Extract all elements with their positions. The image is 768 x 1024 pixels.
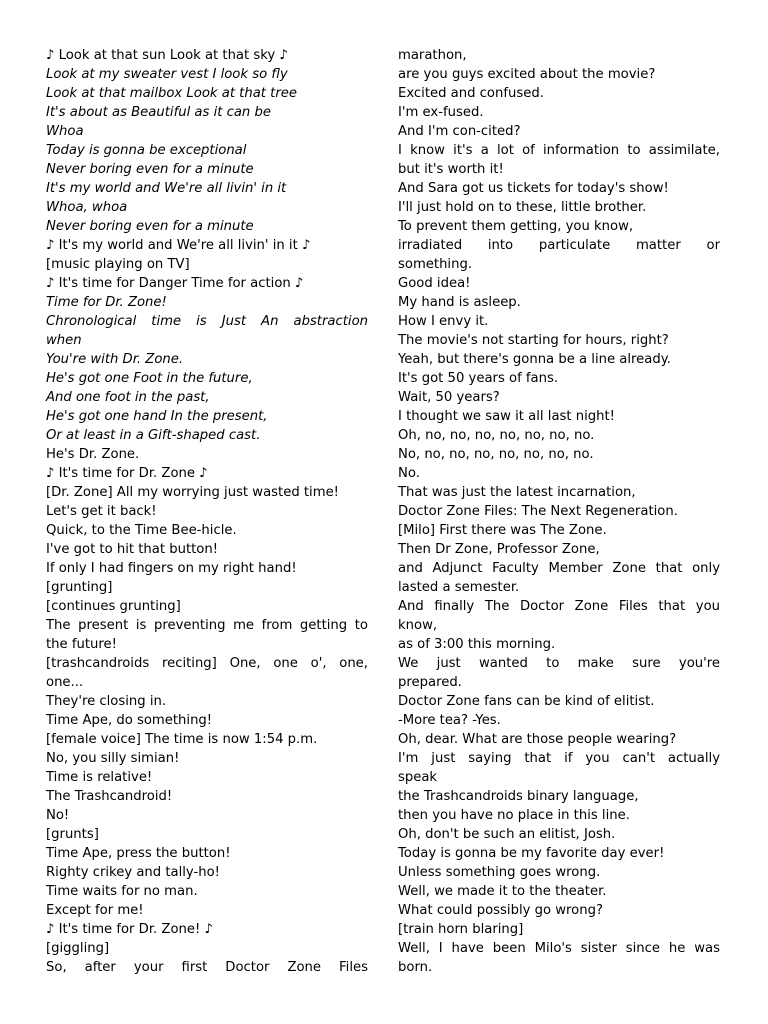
transcript-line: Time Ape, do something!	[46, 713, 213, 728]
transcript-line: Time is relative!	[46, 770, 153, 785]
transcript-line: Doctor Zone Files: The Next Regeneration.	[398, 504, 678, 519]
transcript-line: Quick, to the Time Bee-hicle.	[46, 523, 237, 538]
transcript-line: No, you silly simian!	[46, 751, 180, 766]
transcript-line: Today is gonna be my favorite day ever!	[398, 846, 665, 861]
transcript-line: I'm just saying that if you can't actually	[398, 751, 720, 766]
transcript-line: Time Ape, press the button!	[46, 846, 231, 861]
transcript-line: I thought we saw it all last night!	[398, 409, 615, 424]
transcript-line: the Trashcandroids binary language,	[398, 789, 639, 804]
transcript-line: Never boring even for a minute	[46, 219, 254, 234]
transcript-line: [continues grunting]	[46, 599, 181, 614]
transcript-line: Well, I have been Milo's sister since he was	[398, 941, 720, 956]
transcript-line: He's Dr. Zone.	[46, 447, 140, 462]
transcript-line: No!	[46, 808, 70, 823]
transcript-line: [music playing on TV]	[46, 257, 190, 272]
transcript-line: [train horn blaring]	[398, 922, 524, 937]
transcript-line: ♪ It's my world and We're all livin' in it ♪	[46, 238, 311, 253]
transcript-line: [Dr. Zone] All my worrying just wasted time!	[46, 485, 339, 500]
transcript-line: irradiated into particulate matter or	[398, 238, 720, 253]
transcript-line: He's got one hand In the present,	[46, 409, 268, 424]
transcript-line: It's got 50 years of fans.	[398, 371, 559, 386]
transcript-line: He's got one Foot in the future,	[46, 371, 253, 386]
transcript-line: It's my world and We're all livin' in it	[46, 181, 287, 196]
transcript-line: They're closing in.	[46, 694, 167, 709]
transcript-line: Excited and confused.	[398, 86, 544, 101]
transcript-line: Chronological time is Just An abstraction	[46, 314, 368, 329]
transcript-line: To prevent them getting, you know,	[398, 219, 634, 234]
transcript-line: know,	[398, 618, 438, 633]
transcript-line: something.	[398, 257, 473, 272]
transcript-line: What could possibly go wrong?	[398, 903, 603, 918]
transcript-line: are you guys excited about the movie?	[398, 67, 656, 82]
transcript-line: Time waits for no man.	[46, 884, 198, 899]
transcript-line: [female voice] The time is now 1:54 p.m.	[46, 732, 318, 747]
transcript-line: [grunts]	[46, 827, 99, 842]
transcript-line: [giggling]	[46, 941, 110, 956]
transcript-line: marathon,	[398, 48, 467, 63]
transcript-line: And one foot in the past,	[46, 390, 210, 405]
transcript-line: Except for me!	[46, 903, 144, 918]
transcript-line: Well, we made it to the theater.	[398, 884, 607, 899]
transcript-line: Time for Dr. Zone!	[46, 295, 167, 310]
transcript-line: I'll just hold on to these, little brother.	[398, 200, 647, 215]
transcript-line: Good idea!	[398, 276, 471, 291]
transcript-line: Oh, don't be such an elitist, Josh.	[398, 827, 616, 842]
transcript-line: lasted a semester.	[398, 580, 520, 595]
transcript-line: Whoa	[46, 124, 84, 139]
transcript-line: Wait, 50 years?	[398, 390, 500, 405]
transcript-line: Doctor Zone fans can be kind of elitist.	[398, 694, 655, 709]
transcript-line: Let's get it back!	[46, 504, 157, 519]
transcript-line: No.	[398, 466, 420, 481]
transcript-line: prepared.	[398, 675, 462, 690]
transcript-line: We just wanted to make sure you're	[398, 656, 720, 671]
transcript-line: ♪ It's time for Dr. Zone ♪	[46, 466, 208, 481]
transcript-line: It's about as Beautiful as it can be	[46, 105, 271, 120]
left-text-column	[46, 46, 368, 977]
transcript-line: Look at that mailbox Look at that tree	[46, 86, 297, 101]
transcript-line: Oh, dear. What are those people wearing?	[398, 732, 677, 747]
transcript-line: [trashcandroids reciting] One, one o', one,	[46, 656, 368, 671]
transcript-line: And finally The Doctor Zone Files that you	[398, 599, 720, 614]
transcript-line: You're with Dr. Zone.	[46, 352, 184, 367]
transcript-line: No, no, no, no, no, no, no, no.	[398, 447, 594, 462]
transcript-line: [grunting]	[46, 580, 113, 595]
right-text-column	[398, 46, 720, 977]
transcript-line: Or at least in a Gift-shaped cast.	[46, 428, 261, 443]
transcript-line: [Milo] First there was The Zone.	[398, 523, 607, 538]
transcript-line: The present is preventing me from getting to	[46, 618, 368, 633]
transcript-line: I know it's a lot of information to assimilate,	[398, 143, 720, 158]
transcript-line: Then Dr Zone, Professor Zone,	[398, 542, 600, 557]
transcript-line: Never boring even for a minute	[46, 162, 254, 177]
transcript-line: one...	[46, 675, 84, 690]
transcript-line: Today is gonna be exceptional	[46, 143, 247, 158]
transcript-line: And I'm con-cited?	[398, 124, 521, 139]
transcript-line: when	[46, 333, 82, 348]
transcript-line: but it's worth it!	[398, 162, 504, 177]
transcript-line: I've got to hit that button!	[46, 542, 218, 557]
transcript-line: -More tea? -Yes.	[398, 713, 501, 728]
transcript-line: ♪ Look at that sun Look at that sky ♪	[46, 48, 288, 63]
transcript-line: The Trashcandroid!	[46, 789, 173, 804]
transcript-line: and Adjunct Faculty Member Zone that only	[398, 561, 720, 576]
transcript-line: And Sara got us tickets for today's show!	[398, 181, 669, 196]
transcript-line: I'm ex-fused.	[398, 105, 484, 120]
transcript-line: the future!	[46, 637, 117, 652]
transcript-line: Yeah, but there's gonna be a line already.	[398, 352, 671, 367]
transcript-line: If only I had fingers on my right hand!	[46, 561, 297, 576]
transcript-line: How I envy it.	[398, 314, 489, 329]
transcript-line: Oh, no, no, no, no, no, no, no.	[398, 428, 595, 443]
transcript-line: Whoa, whoa	[46, 200, 128, 215]
transcript-line: Unless something goes wrong.	[398, 865, 601, 880]
transcript-line: Look at my sweater vest I look so fly	[46, 67, 288, 82]
transcript-line: as of 3:00 this morning.	[398, 637, 556, 652]
transcript-line: then you have no place in this line.	[398, 808, 630, 823]
transcript-line: ♪ It's time for Danger Time for action ♪	[46, 276, 304, 291]
transcript-line: speak	[398, 770, 438, 785]
transcript-line: My hand is asleep.	[398, 295, 521, 310]
transcript-line: The movie's not starting for hours, right?	[398, 333, 669, 348]
transcript-line: So, after your first Doctor Zone Files	[46, 960, 368, 975]
transcript-line: Righty crikey and tally-ho!	[46, 865, 220, 880]
transcript-line: That was just the latest incarnation,	[398, 485, 636, 500]
transcript-line: born.	[398, 960, 433, 975]
transcript-line: ♪ It's time for Dr. Zone! ♪	[46, 922, 213, 937]
